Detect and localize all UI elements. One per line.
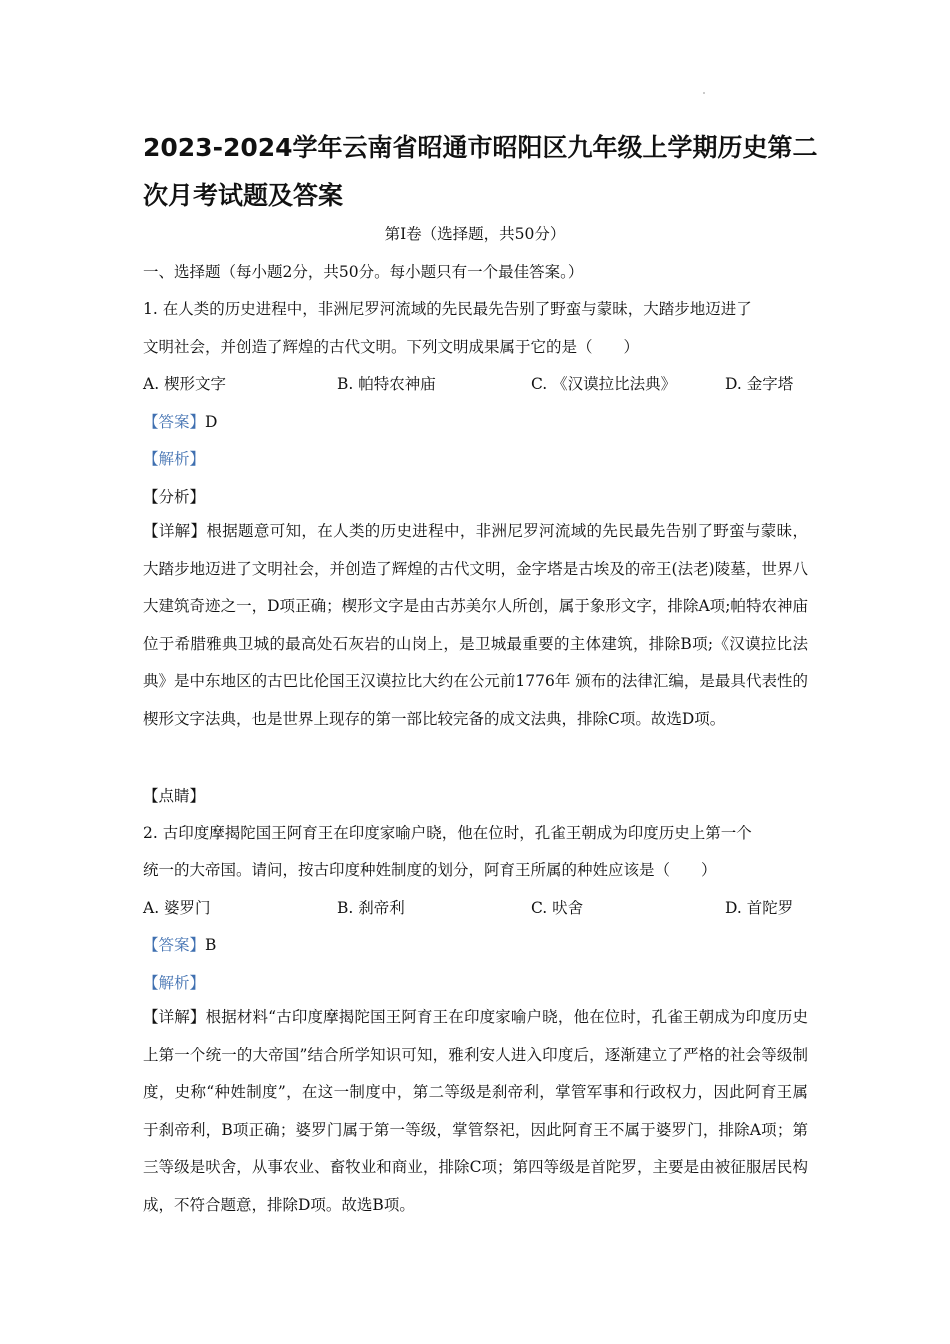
q2-option-a: A. 婆罗门 — [143, 899, 211, 917]
q2-option-c: C. 吠舍 — [531, 899, 584, 917]
q2-stem-line2: 统一的大帝国。请问，按古印度种姓制度的划分，阿育王所属的种姓应该是（ ） — [143, 861, 717, 879]
scan-dot — [703, 92, 705, 94]
q1-detail — [143, 513, 808, 738]
q1-dianjing-tag: 【点睛】 — [143, 787, 206, 805]
q1-option-a: A. 楔形文字 — [143, 375, 227, 393]
answer-value: B — [205, 936, 217, 954]
q1-option-c: C. 《汉谟拉比法典》 — [531, 375, 677, 393]
q1-option-b: B. 帕特农神庙 — [337, 375, 436, 393]
section-header: 第Ⅰ卷（选择题，共50分） — [384, 225, 566, 243]
q1-fenxi-tag: 【分析】 — [143, 488, 206, 506]
detail-tag: 【详解】 — [143, 522, 207, 540]
q1-answer — [143, 410, 217, 432]
detail-tag: 【详解】 — [143, 1008, 206, 1026]
answer-value: D — [205, 413, 218, 431]
q2-option-d: D. 首陀罗 — [725, 899, 794, 917]
q1-option-d: D. 金字塔 — [725, 375, 794, 393]
part-heading: 一、选择题（每小题2分，共50分。每小题只有一个最佳答案。） — [143, 263, 584, 281]
q2-option-b: B. 刹帝利 — [337, 899, 405, 917]
detail-text: 根据材料“古印度摩揭陀国王阿育王在印度家喻户晓，他在位时，孔雀王朝成为印度历史上第一个统一的大帝国”结合所学知识可知，雅利安人进入印度后，逐渐建立了严格的社会等级制度，史称“种姓制度”，在这一制度中，第二等级是刹帝利，掌管军事和行政权力，因此阿育王属于刹帝利，B项正确；婆罗门属于第一等级，掌管祭祀，因此阿育王不属于婆罗门，排除A项；第三等级是吠舍，从事农业、畜牧业和商业，排除C项；第四等级是首陀罗，主要是由被征服居民构成，不符合题意，排除D项。故选B项。 — [143, 1008, 808, 1214]
q1-stem-line2: 文明社会，并创造了辉煌的古代文明。下列文明成果属于它的是（ ） — [143, 338, 640, 356]
answer-tag: 【答案】 — [143, 413, 206, 431]
q2-analysis-tag: 【解析】 — [143, 974, 206, 992]
answer-tag: 【答案】 — [143, 936, 206, 954]
detail-text: 根据题意可知，在人类的历史进程中，非洲尼罗河流域的先民最先告别了野蛮与蒙昧，大踏步地迈进了文明社会，并创造了辉煌的古代文明，金字塔是古埃及的帝王(法老)陵墓，世界八大建筑奇迹之一，D项正确；楔形文字是由古苏美尔人所创，属于象形文字，排除A项;帕特农神庙位于希腊雅典卫城的最高处石灰岩的山岗上，是卫城最重要的主体建筑，排除B项;《汉谟拉比法典》是中东地区的古巴比伦国王汉谟拉比大约在公元前1776年 颁布的法律汇编，是最具代表性的楔形文字法典，也是世界上现存的第一部比较完备的成文法典，排除C项。故选D项。 — [143, 522, 808, 728]
document-title: 2023-2024学年云南省昭通市昭阳区九年级上学期历史第二次月考试题及答案 — [143, 133, 818, 210]
q1-analysis-tag: 【解析】 — [143, 450, 206, 468]
q2-detail — [143, 999, 808, 1224]
q2-stem-line1: 2. 古印度摩揭陀国王阿育王在印度家喻户晓，他在位时，孔雀王朝成为印度历史上第一个 — [143, 824, 752, 842]
q1-stem-line1: 1. 在人类的历史进程中，非洲尼罗河流域的先民最先告别了野蛮与蒙昧，大踏步地迈进了 — [143, 300, 752, 318]
q2-answer — [143, 933, 216, 955]
